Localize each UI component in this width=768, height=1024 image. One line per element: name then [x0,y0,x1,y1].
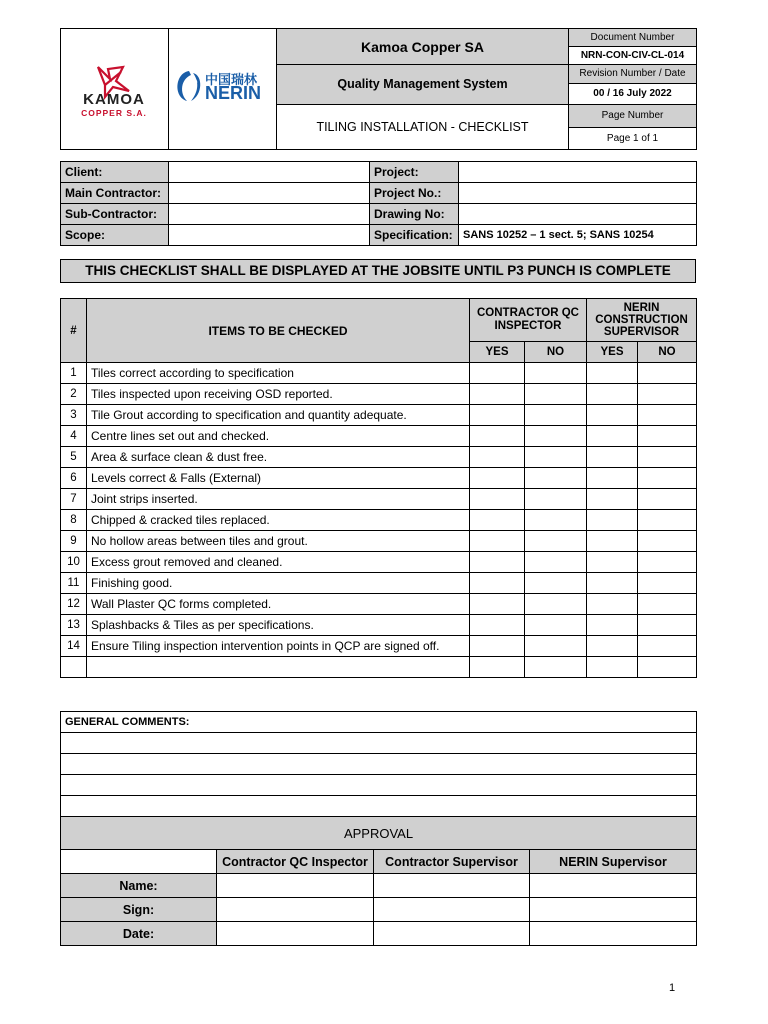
revision-value: 00 / 16 July 2022 [593,88,672,100]
nerin-logo [169,29,277,150]
checklist-row [61,384,697,405]
checkbox-nerin-yes[interactable] [587,426,638,447]
project-info-table [60,161,697,246]
checkbox-nerin-no[interactable] [638,426,697,447]
checkbox-nerin-yes[interactable] [587,489,638,510]
checkbox-nerin-yes[interactable] [587,405,638,426]
client-label: Client: [61,162,169,183]
comment-line[interactable] [61,754,697,775]
approval-field[interactable] [374,898,530,922]
nerin-no-header: NO [638,342,697,363]
checkbox-contractor-no[interactable] [525,447,587,468]
checkbox-contractor-no[interactable] [525,552,587,573]
checklist-row-number [61,657,87,678]
checklist-row-number: 13 [61,615,87,636]
approval-col-contractor-qc: Contractor QC Inspector [217,850,374,874]
checkbox-nerin-yes[interactable] [587,468,638,489]
checklist-row [61,468,697,489]
checkbox-contractor-yes[interactable] [470,531,525,552]
checkbox-nerin-yes[interactable] [587,363,638,384]
checkbox-contractor-yes[interactable] [470,468,525,489]
document-header [60,28,697,150]
checkbox-contractor-yes[interactable] [470,447,525,468]
checkbox-nerin-yes[interactable] [587,384,638,405]
checklist-row-number: 1 [61,363,87,384]
col-num-header: # [61,299,87,363]
checkbox-nerin-no[interactable] [638,363,697,384]
contractor-yes-header: YES [470,342,525,363]
checklist-row-item: Tile Grout according to specification and quantity adequate. [87,405,470,426]
checkbox-nerin-yes[interactable] [587,636,638,657]
checkbox-nerin-no[interactable] [638,615,697,636]
checklist-row-item: Finishing good. [87,573,470,594]
jobsite-notice: THIS CHECKLIST SHALL BE DISPLAYED AT THE JOBSITE UNTIL P3 PUNCH IS COMPLETE [60,259,696,283]
page-footer-number: 1 [669,982,676,994]
checkbox-contractor-yes[interactable] [470,489,525,510]
col-contractor-header: CONTRACTOR QC INSPECTOR [470,299,587,342]
checklist-table [60,298,697,678]
checkbox-nerin-no[interactable] [638,447,697,468]
checklist-row-number: 8 [61,510,87,531]
specification-value: SANS 10252 – 1 sect. 5; SANS 10254 [459,225,697,246]
drawing-no-label: Drawing No: [370,204,459,225]
checkbox-nerin-yes[interactable] [587,447,638,468]
checklist-body [61,363,697,678]
approval-corner [61,850,217,874]
checklist-row [61,552,697,573]
approval-field[interactable] [217,874,374,898]
checklist-row-number: 12 [61,594,87,615]
checklist-row [61,594,697,615]
checkbox-contractor-no[interactable] [525,405,587,426]
checkbox-contractor-no[interactable] [525,510,587,531]
revision-cell [569,65,697,104]
company-name: Kamoa Copper SA [277,29,569,65]
checklist-row-number: 4 [61,426,87,447]
main-contractor-field[interactable] [169,183,370,204]
approval-field[interactable] [530,898,697,922]
checklist-row-number: 2 [61,384,87,405]
checklist-row-number: 9 [61,531,87,552]
checkbox-nerin-yes[interactable] [587,573,638,594]
checkbox-nerin-no[interactable] [638,636,697,657]
checkbox-nerin-no[interactable] [638,657,697,678]
checklist-row-number: 5 [61,447,87,468]
page-number-cell [569,104,697,149]
checkbox-nerin-no[interactable] [638,384,697,405]
checklist-row [61,405,697,426]
checklist-row-item: Tiles inspected upon receiving OSD reported. [87,384,470,405]
checklist-row-item: Area & surface clean & dust free. [87,447,470,468]
kamoa-logo-subtext: COPPER S.A. [81,108,147,118]
checkbox-contractor-no[interactable] [525,363,587,384]
checklist-row-item: Chipped & cracked tiles replaced. [87,510,470,531]
doc-number: NRN-CON-CIV-CL-014 [580,50,685,62]
checkbox-contractor-no[interactable] [525,384,587,405]
checkbox-contractor-yes[interactable] [470,594,525,615]
checklist-row [61,657,697,678]
checkbox-nerin-no[interactable] [638,405,697,426]
checkbox-nerin-no[interactable] [638,489,697,510]
doc-number-cell [569,29,697,65]
checkbox-nerin-yes[interactable] [587,615,638,636]
checklist-row [61,363,697,384]
scope-field[interactable] [169,225,370,246]
checkbox-contractor-yes[interactable] [470,657,525,678]
checklist-row [61,636,697,657]
approval-col-contractor-supervisor: Contractor Supervisor [374,850,530,874]
approval-field[interactable] [217,898,374,922]
checkbox-contractor-no[interactable] [525,657,587,678]
checkbox-contractor-yes[interactable] [470,384,525,405]
doc-title: TILING INSTALLATION - CHECKLIST [277,104,569,149]
checklist-row-number: 7 [61,489,87,510]
revision-label: Revision Number / Date [569,65,696,84]
comments-approval-table [60,711,697,946]
comment-line[interactable] [61,733,697,754]
checklist-row-number: 3 [61,405,87,426]
checklist-row-item: No hollow areas between tiles and grout. [87,531,470,552]
checkbox-contractor-yes[interactable] [470,636,525,657]
project-no-label: Project No.: [370,183,459,204]
approval-field[interactable] [374,922,530,946]
comment-line[interactable] [61,775,697,796]
checklist-row-item: Levels correct & Falls (External) [87,468,470,489]
checkbox-contractor-yes[interactable] [470,426,525,447]
checklist-row-item: Excess grout removed and cleaned. [87,552,470,573]
comment-line[interactable] [61,796,697,817]
checklist-row-item: Joint strips inserted. [87,489,470,510]
kamoa-logo-icon [61,29,167,144]
checklist-row [61,510,697,531]
checklist-row [61,447,697,468]
page-number-label: Page Number [569,105,696,128]
checkbox-contractor-yes[interactable] [470,552,525,573]
contractor-no-header: NO [525,342,587,363]
checkbox-nerin-yes[interactable] [587,510,638,531]
checkbox-nerin-no[interactable] [638,573,697,594]
checkbox-nerin-yes[interactable] [587,531,638,552]
drawing-no-field[interactable] [459,204,697,225]
checklist-row-number: 6 [61,468,87,489]
checklist-row-number: 11 [61,573,87,594]
specification-label: Specification: [370,225,459,246]
page-number-value: Page 1 of 1 [606,132,659,144]
nerin-logo-chinese: 中国瑞林 [205,72,258,87]
checkbox-nerin-yes[interactable] [587,594,638,615]
kamoa-logo-text: KAMOA [83,91,145,108]
checkbox-contractor-yes[interactable] [470,615,525,636]
client-field[interactable] [169,162,370,183]
checklist-row-item: Centre lines set out and checked. [87,426,470,447]
checklist-row-number: 10 [61,552,87,573]
checkbox-contractor-no[interactable] [525,426,587,447]
checkbox-contractor-yes[interactable] [470,510,525,531]
col-items-header: ITEMS TO BE CHECKED [87,299,470,363]
checkbox-contractor-no[interactable] [525,636,587,657]
checklist-row [61,615,697,636]
checkbox-nerin-no[interactable] [638,468,697,489]
checkbox-contractor-yes[interactable] [470,363,525,384]
checkbox-contractor-no[interactable] [525,594,587,615]
approval-row-sign: Sign: [61,898,217,922]
nerin-yes-header: YES [587,342,638,363]
checkbox-nerin-yes[interactable] [587,552,638,573]
checklist-row [61,426,697,447]
checklist-row-item: Wall Plaster QC forms completed. [87,594,470,615]
checklist-row-item: Ensure Tiling inspection intervention points in QCP are signed off. [87,636,470,657]
approval-row-date: Date: [61,922,217,946]
nerin-logo-text: NERIN [205,83,262,103]
main-contractor-label: Main Contractor: [61,183,169,204]
sub-contractor-label: Sub-Contractor: [61,204,169,225]
approval-field[interactable] [530,874,697,898]
sub-contractor-field[interactable] [169,204,370,225]
checkbox-contractor-no[interactable] [525,615,587,636]
checkbox-contractor-no[interactable] [525,531,587,552]
project-label: Project: [370,162,459,183]
col-nerin-header: NERIN CONSTRUCTION SUPERVISOR [587,299,697,342]
project-field[interactable] [459,162,697,183]
checklist-row-item: Splashbacks & Tiles as per specifications. [87,615,470,636]
kamoa-logo [61,29,169,150]
approval-col-nerin-supervisor: NERIN Supervisor [530,850,697,874]
checkbox-contractor-no[interactable] [525,489,587,510]
checkbox-nerin-no[interactable] [638,594,697,615]
project-no-field[interactable] [459,183,697,204]
checkbox-contractor-yes[interactable] [470,573,525,594]
general-comments-label: GENERAL COMMENTS: [61,712,697,733]
checkbox-nerin-no[interactable] [638,552,697,573]
checklist-row-item: Tiles correct according to specification [87,363,470,384]
checklist-row [61,489,697,510]
approval-row-name: Name: [61,874,217,898]
scope-label: Scope: [61,225,169,246]
approval-field[interactable] [374,874,530,898]
system-name: Quality Management System [277,65,569,104]
checklist-row-number: 14 [61,636,87,657]
approval-title: APPROVAL [61,817,697,850]
checkbox-contractor-no[interactable] [525,573,587,594]
checklist-row [61,573,697,594]
doc-number-label: Document Number [569,29,696,47]
approval-field[interactable] [217,922,374,946]
checkbox-nerin-no[interactable] [638,531,697,552]
checklist-row [61,531,697,552]
checkbox-contractor-no[interactable] [525,468,587,489]
approval-field[interactable] [530,922,697,946]
checkbox-nerin-yes[interactable] [587,657,638,678]
checkbox-nerin-no[interactable] [638,510,697,531]
checklist-row-item [87,657,470,678]
checkbox-contractor-yes[interactable] [470,405,525,426]
